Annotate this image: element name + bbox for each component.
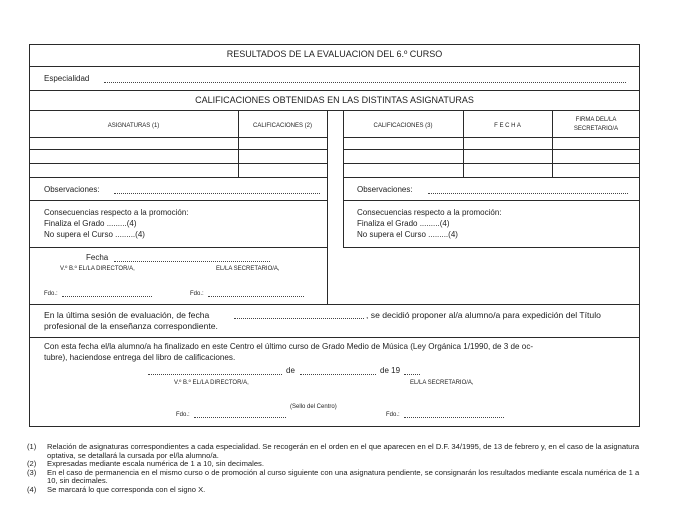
footnote <box>27 469 642 486</box>
divider <box>29 110 640 111</box>
final-fdo-secretario-field[interactable] <box>404 417 504 418</box>
column-divider <box>238 110 239 177</box>
col-firma-line2: SECRETARIO/A <box>573 126 619 132</box>
col-firma-line1: FIRMA DEL/LA <box>575 117 617 123</box>
last-session-part1: En la última sesión de evaluación, de fecha <box>44 310 210 320</box>
footnote <box>27 443 642 460</box>
divider <box>29 90 640 91</box>
observaciones-field-left[interactable] <box>114 193 320 194</box>
fdo-secretario-field[interactable] <box>208 296 304 297</box>
divider <box>29 337 640 338</box>
table-row[interactable] <box>343 163 640 164</box>
table-row[interactable] <box>343 149 640 150</box>
column-divider <box>343 110 344 247</box>
column-divider <box>463 110 464 177</box>
table-row[interactable] <box>343 137 640 138</box>
promotion-heading-right: Consecuencias respecto a la promoción: <box>357 208 502 217</box>
section-title: CALIFICACIONES OBTENIDAS EN LAS DISTINTAS ASIGNATURAS <box>195 95 474 105</box>
final-de-label: de <box>286 366 295 375</box>
column-divider <box>327 110 328 177</box>
promotion-heading-left: Consecuencias respecto a la promoción: <box>44 208 189 217</box>
secretario-label: EL/LA SECRETARIO/A, <box>216 266 280 272</box>
final-text-line2: tubre), haciendose entrega del libro de calificaciones. <box>44 353 236 362</box>
footnote <box>27 486 642 495</box>
divider <box>343 200 640 201</box>
last-session-line2: profesional de la enseñanza correspondiente. <box>44 321 218 331</box>
divider <box>29 66 640 67</box>
divider <box>29 247 327 248</box>
especialidad-field[interactable] <box>104 82 626 83</box>
col-fecha: F E C H A <box>494 123 521 129</box>
table-row[interactable] <box>29 163 327 164</box>
observaciones-field-right[interactable] <box>428 193 628 194</box>
divider <box>343 247 640 248</box>
director-label: V.º B.º EL/LA DIRECTOR/A, <box>60 266 135 272</box>
final-fdo-director-field[interactable] <box>194 417 286 418</box>
table-row[interactable] <box>29 137 327 138</box>
footnote-number: (1) <box>27 442 37 451</box>
footnote-text: Relación de asignaturas correspondientes a cada especialidad. Se recogerán en el orden en el que aparecen en el D.F. 34/1995, de 13 de febrero y, en el caso de la asignatura optativa, se detallará la cursada por el/la alumno/a. <box>47 442 640 460</box>
finaliza-left[interactable]: Finaliza el Grado .........(4) <box>44 219 137 228</box>
last-session-date-field[interactable] <box>234 318 364 319</box>
col-asignaturas: ASIGNATURAS (1) <box>107 123 160 129</box>
final-fdo-secretario-label: Fdo.: <box>386 412 400 418</box>
footnotes <box>27 443 642 495</box>
final-place-field[interactable] <box>148 374 282 375</box>
table-row[interactable] <box>343 177 640 178</box>
final-month-field[interactable] <box>300 374 376 375</box>
footnote-text: En el caso de permanencia en el mismo curso o de promoción al curso siguiente con una asignatura pendiente, se consignarán los resultados mediante escala numérica de 1 a 10, sin decimales. <box>47 467 640 486</box>
final-director-label: V.º B.º EL/LA DIRECTOR/A, <box>174 380 249 386</box>
no-supera-right[interactable]: No supera el Curso .........(4) <box>357 230 458 239</box>
footnote-text: Expresadas mediante escala numérica de 1 a 10, sin decimales. <box>47 459 264 469</box>
final-text-line1: Con esta fecha el/la alumno/a ha finalizado en este Centro el último curso de Grado Medio de Música (Ley Orgánica 1/1990, de 3 de oc- <box>44 342 534 351</box>
column-divider <box>327 177 328 304</box>
final-year-field[interactable] <box>404 374 420 375</box>
footnote-text: Se marcará lo que corresponda con el signo X. <box>47 484 206 494</box>
observaciones-label-right: Observaciones: <box>357 185 413 194</box>
no-supera-left[interactable]: No supera el Curso .........(4) <box>44 230 145 239</box>
fecha-label: Fecha <box>86 253 109 262</box>
divider <box>29 304 640 305</box>
fdo-secretario-label: Fdo.: <box>190 291 204 297</box>
fdo-director-field[interactable] <box>62 296 152 297</box>
footnote-number: (3) <box>27 467 37 477</box>
last-session-part2: , se decidió proponer al/a alumno/a para expedición del Título <box>366 310 601 320</box>
fdo-director-label: Fdo.: <box>44 291 58 297</box>
footnote-number: (4) <box>27 484 37 494</box>
table-row[interactable] <box>29 149 327 150</box>
final-fdo-director-label: Fdo.: <box>176 412 190 418</box>
final-secretario-label: EL/LA SECRETARIO/A, <box>410 380 474 386</box>
divider <box>29 200 327 201</box>
table-row[interactable] <box>29 177 327 178</box>
finaliza-right[interactable]: Finaliza el Grado .........(4) <box>357 219 450 228</box>
col-calificaciones-right: CALIFICACIONES (3) <box>373 123 433 129</box>
fecha-field[interactable] <box>114 261 270 262</box>
col-calificaciones: CALIFICACIONES (2) <box>252 123 312 129</box>
sello-label: (Sello del Centro) <box>290 404 337 410</box>
form-title: RESULTADOS DE LA EVALUACION DEL 6.º CURSO <box>226 49 443 59</box>
especialidad-label: Especialidad <box>44 74 90 83</box>
final-de19-label: de 19 <box>380 366 401 375</box>
observaciones-label-left: Observaciones: <box>44 185 100 194</box>
footnote-number: (2) <box>27 459 37 469</box>
